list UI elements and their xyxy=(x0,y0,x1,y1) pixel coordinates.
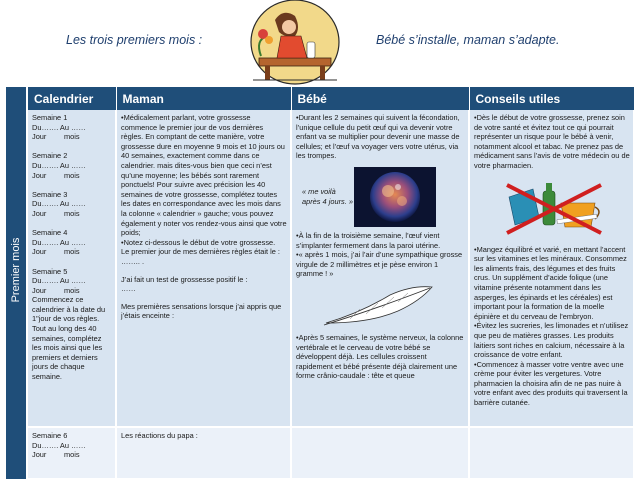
week-mois: mois xyxy=(64,170,80,180)
bebe-paragraph-2: •À la fin de la troisième semaine, l’œuf vient s’implanter fermement dans la paroi utérine. xyxy=(296,230,441,250)
calendar-week-3 xyxy=(32,190,112,219)
maman-feelings-label[interactable]: Mes premières sensations lorsque j’ai appris que j’étais enceinte : xyxy=(121,301,282,321)
bebe-quote: « me voilà après 4 jours. » xyxy=(302,187,353,206)
pregnant-woman-illustration xyxy=(245,0,345,90)
papa-reactions-label: Les réactions du papa : xyxy=(121,431,198,440)
week-range[interactable]: Du……. Au …… xyxy=(32,237,86,247)
conseils-week-6-cell xyxy=(469,427,634,479)
conseils-paragraph-3: •Évitez les sucreries, les limonades et n’utilisez que peu de matières grasses. Les produits laitiers sont riches en calcium, nécessaire à la croissance de votre enfant. xyxy=(474,321,629,360)
maman-paragraph-2: •Notez ci-dessous le début de votre grossesse. xyxy=(121,237,276,247)
week-range[interactable]: Du……. Au …… xyxy=(32,122,86,132)
bebe-paragraph-4: •Après 5 semaines, le système nerveux, la colonne vertébrale et le cerveau de votre bébé se développent déjà. Les cellules croissent rapidement et bébé présente déjà clairement une forme crânio-caudale : tête et queue xyxy=(296,332,464,381)
conseils-cell xyxy=(469,110,634,427)
calendar-note: Commencez ce calendrier à la date du 1"jour de vos règles. Tout au long des 40 semaines, complétez les mois ainsi que les premiers et derniers jours de chaque semaine. xyxy=(32,295,106,382)
calendar-week-2 xyxy=(32,151,112,180)
column-header-bebe: Bébé xyxy=(291,87,469,110)
maman-test-label: J’ai fait un test de grossesse positif le : xyxy=(121,274,248,284)
maman-last-period[interactable]: Le premier jour de mes dernières règles était le : …….. . xyxy=(121,247,280,266)
conseils-paragraph-1: •Dès le début de votre grossesse, prenez soin de votre santé et évitez tout ce qui pourrait représenter un risque pour le bébé à venir, notamment alcool et tabac. Ne prenez pas de médicament sans l’avis de votre médecin ou de votre pharmacien. xyxy=(474,113,630,170)
maman-paragraph-1: •Médicalement parlant, votre grossesse commence le premier jour de vos dernières règles. En comptant de cette manière, votre grossesse dure en moyenne 9 mois et 10 jours ou 40 semaines, exactement comme dans ce calendrier. mais dites-vous bien que ceci n’est qu’une moyenne; les bébés sont rarement ponctuels! Pour suivre avec précision les 40 semaines de votre grossesse, complétez toutes les dates en correspondance avec les mois dans la colonne « calendrier » gauche; vous pouvez également y noter vos rendez-vous ainsi que votre poids; xyxy=(121,113,287,238)
week-mois: mois xyxy=(64,247,80,257)
papa-reactions-cell[interactable] xyxy=(116,427,291,479)
week-jour: Jour xyxy=(32,170,47,180)
maman-cell xyxy=(116,110,291,427)
week-mois: mois xyxy=(64,450,80,460)
conseils-paragraph-4: •Commencez à masser votre ventre avec une crème pour éviter les vergetures. Votre pharmacien la choisira afin de ne pas nuire à votre enfant avec des produits qui traversent la barrière cutanée. xyxy=(474,359,628,408)
week-label: Semaine 6 xyxy=(32,431,68,440)
bebe-week-6-cell xyxy=(291,427,469,479)
week-mois: mois xyxy=(64,132,80,142)
bebe-paragraph-3: •« après 1 mois, j’ai l’air d’une sympathique grosse virgule de 2 millimètres et je pèse environ 1 gramme ! » xyxy=(296,250,463,279)
page-title-right: Bébé s’installe, maman s’adapte. xyxy=(376,33,560,47)
week-label: Semaine 5 xyxy=(32,266,68,276)
page-title-left: Les trois premiers mois : xyxy=(66,33,203,47)
week-range[interactable]: Du……. Au …… xyxy=(32,276,86,286)
embryo-cell-image xyxy=(354,167,436,227)
conseils-paragraph-2: •Mangez équilibré et varié, en mettant l’accent sur les vitamines et les minéraux. Consommez les aliments frais, des légumes et des fruits crus. Un supplément d’acide folique (une vitamine présente notamment dans les asperges, les épinards et les céréales) est important pour la formation de la moelle épinière et du cerveau de l’embryon. xyxy=(474,244,627,321)
week-label: Semaine 3 xyxy=(32,189,68,199)
no-alcohol-tobacco-icon xyxy=(499,177,609,239)
week-jour: Jour xyxy=(32,208,47,218)
bebe-cell xyxy=(291,110,469,427)
week-label: Semaine 4 xyxy=(32,228,68,238)
calendar-week-1 xyxy=(32,113,112,142)
maman-test-date[interactable]: …… xyxy=(121,284,136,294)
week-jour: Jour xyxy=(32,247,47,257)
calendar-week-5 xyxy=(32,267,112,296)
pregnancy-table xyxy=(28,87,635,480)
calendar-cell xyxy=(28,110,116,427)
column-header-conseils: Conseils utiles xyxy=(469,87,634,110)
week-label: Semaine 1 xyxy=(32,113,68,122)
column-header-calendrier: Calendrier xyxy=(28,87,116,110)
week-range[interactable]: Du……. Au …… xyxy=(32,199,86,209)
week-jour: Jour xyxy=(32,132,47,142)
week-mois: mois xyxy=(64,208,80,218)
week-range[interactable]: Du……. Au …… xyxy=(32,440,86,450)
week-mois: mois xyxy=(64,285,80,295)
bebe-paragraph-1: •Durant les 2 semaines qui suivent la fécondation, l’unique cellule du petit œuf qui va devenir votre enfant va se multiplier pour devenir une masse de cellules; et l’œuf va voyager vers votre utérus, via les trompes. xyxy=(296,113,460,161)
side-label-premier-mois: Premier mois xyxy=(10,237,22,303)
calendar-week-6-cell xyxy=(28,427,116,479)
week-range[interactable]: Du……. Au …… xyxy=(32,160,86,170)
week-jour: Jour xyxy=(32,450,47,460)
feather-image xyxy=(320,283,440,329)
week-label: Semaine 2 xyxy=(32,151,68,161)
column-header-maman: Maman xyxy=(116,87,291,110)
week-jour: Jour xyxy=(32,285,47,295)
side-band xyxy=(6,87,26,479)
calendar-week-4 xyxy=(32,228,112,257)
